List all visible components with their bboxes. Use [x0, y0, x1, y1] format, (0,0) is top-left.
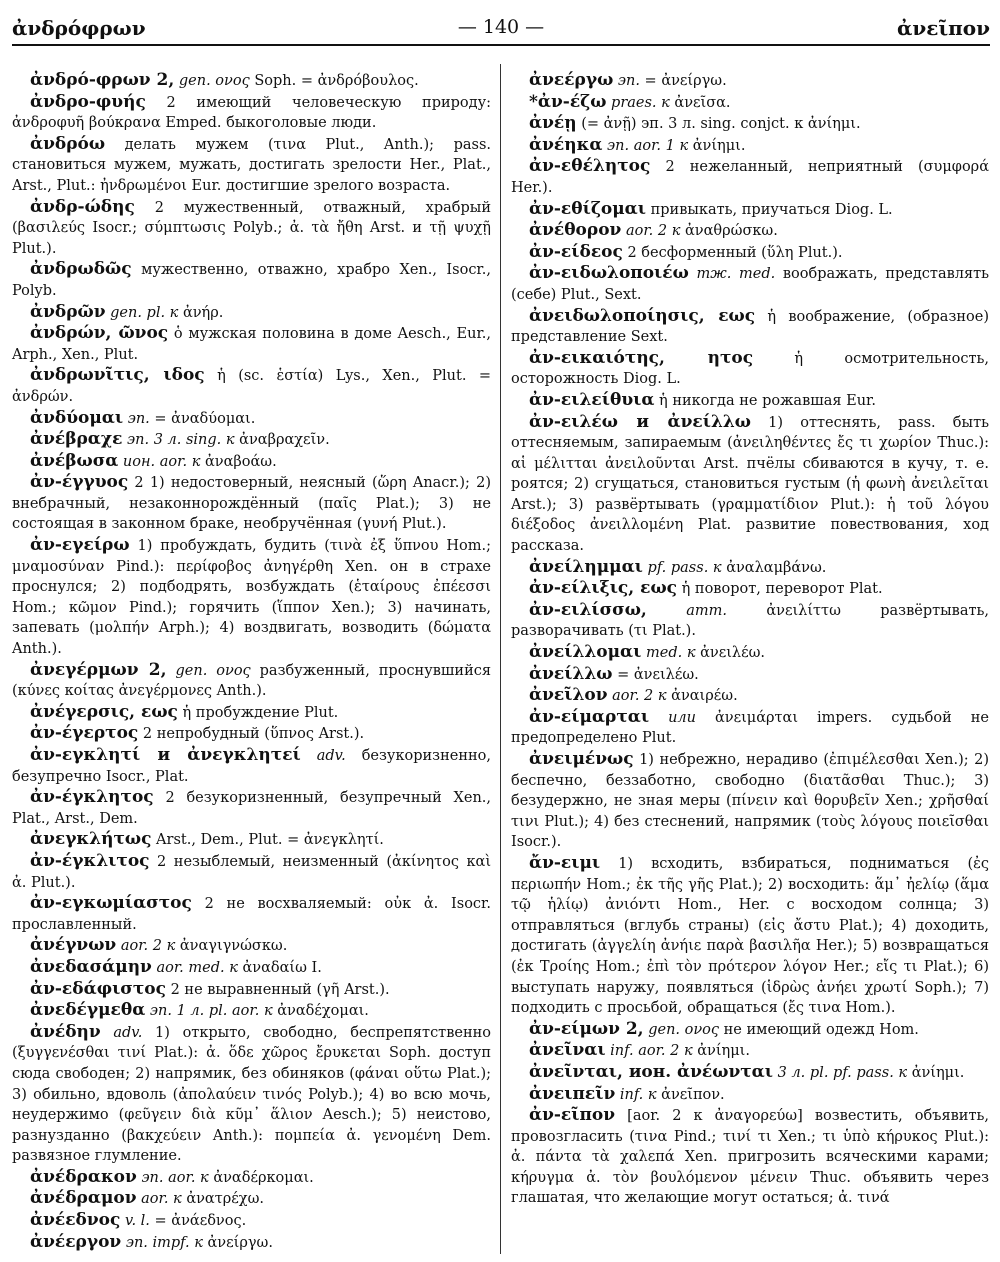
entry-grammar: v. l. = — [124, 1213, 167, 1230]
entry-headword: ἄν-ειμι — [529, 852, 601, 873]
entry-definition: не имеющий одежд Hom. — [723, 1021, 919, 1038]
entry-headword: ἀνέδην — [30, 1021, 101, 1042]
entry-definition: 2 безукоризненный, безупречный Xen., Plat., Arst., Dem. — [12, 790, 491, 827]
dictionary-entry — [12, 787, 491, 829]
entry-definition: ἀνάεδνος. — [171, 1213, 247, 1230]
entry-definition: ἡ (sc. ἑστία) Lys., Xen., Plut. = ἀνδρών. — [12, 368, 492, 405]
dictionary-entry — [12, 408, 491, 430]
dictionary-entry — [511, 600, 989, 642]
entry-grammar: aor. 2 к — [612, 688, 667, 705]
entry-grammar: praes. к — [611, 94, 670, 111]
entry-definition: ἀνεῖσα. — [674, 94, 731, 111]
entry-definition: ἀνίημι. — [697, 1043, 750, 1060]
dictionary-entry — [511, 113, 989, 135]
entry-headword: ἀν-εγκωμίαστος — [30, 893, 192, 914]
entry-grammar: adv. — [316, 748, 346, 764]
dictionary-entry — [12, 70, 491, 92]
entry-headword: ἀν-έγγυος — [30, 472, 129, 493]
entry-headword: ἀνείλημμαι — [529, 556, 643, 577]
entry-definition: ἀναδέρκομαι. — [213, 1169, 314, 1186]
dictionary-entry — [12, 92, 491, 134]
entry-definition: ἀνεῖπον. — [661, 1086, 725, 1103]
entry-grammar: pf. pass. к — [647, 559, 722, 576]
dictionary-entry — [12, 935, 491, 957]
dictionary-entry — [12, 1232, 491, 1254]
entry-grammar: gen. ονος — [175, 662, 251, 679]
entry-definition: мужественно, отважно, храбро Xen., Isocr., Polyb. — [12, 262, 491, 299]
entry-definition: ἀνειμάρται impers. судьбой не предопределено Plut. — [511, 709, 990, 747]
entry-headword: ἀνείλλομαι — [529, 642, 642, 663]
left-column — [12, 70, 491, 1253]
entry-headword: ἀνέγνων — [30, 935, 117, 956]
dictionary-entry — [12, 451, 491, 473]
dictionary-entry — [12, 429, 491, 451]
entry-headword: ἀνείλλω — [529, 663, 613, 684]
entry-headword: ἀν-ειλίσσω, — [529, 599, 647, 620]
dictionary-entry — [511, 242, 989, 264]
entry-headword: ἀνέθορον — [529, 220, 622, 241]
entry-headword: ἀν-είμαρται — [529, 706, 650, 727]
right-column — [511, 70, 989, 1209]
entry-definition: ἀναδαίω I. — [242, 959, 322, 976]
dictionary-entry — [511, 390, 989, 412]
entry-headword: ἀνδρωδῶς — [30, 259, 132, 280]
entry-definition: 1) небрежно, нерадиво (ἐπιμέλεσθαι Xen.); 2) беспечно, беззаботно, свободно (διατᾶσθαι Thuc.); 3) безудержно, не зная меры (πίνειν καὶ θορυβεῖν Xen.; χρῆσθαί τινι Plut.); 4) без стеснений, напрямик (τοὺς λόγους ποιεῖσθαι Isocr.). — [511, 752, 990, 851]
entry-definition: ἀναγιγνώσκω. — [179, 938, 288, 955]
entry-grammar: gen. ονος — [648, 1021, 720, 1038]
entry-grammar: adv. — [113, 1024, 143, 1041]
dictionary-entry — [511, 1062, 989, 1084]
header-right-word: ἀνεῖπον — [897, 16, 990, 40]
entry-headword: ἀνέῃ — [529, 113, 577, 134]
entry-definition: ἡ никогда не рожавшая Eur. — [659, 392, 876, 409]
dictionary-entry — [12, 197, 491, 260]
entry-definition: ἀνήρ. — [182, 304, 224, 321]
dictionary-entry — [511, 1084, 989, 1106]
dictionary-entry — [511, 1105, 989, 1209]
dictionary-entry — [511, 1040, 989, 1062]
entry-definition: 1) пробуждать, будить (τινὰ ἐξ ὕπνου Hom.; μναμοσύναν Pind.): περίφοβος ἀνηγέρθη Xen. он в страхе проснулся; 2) подбодрять, возбуждать (ἑταίρους ἐπέεσσι Hom.; κῶμον Pind.); горячить (ἵππον Xen.); 3) начинать, запевать (μολπήν Arph.); 4) воздвигать, возводить (δώματα Anth.). — [12, 538, 492, 658]
entry-definition: 2 не выравненный (γῆ Arst.). — [170, 981, 390, 998]
entry-definition: 2 бесформенный (ὕλη Plut.). — [627, 244, 843, 261]
entry-headword: ἀν-είδεος — [529, 241, 623, 262]
entry-headword: ἀν-είλιξις, εως — [529, 578, 677, 599]
dictionary-entry — [511, 664, 989, 686]
entry-definition: ἀνίημι. — [911, 1064, 965, 1081]
entry-headword: ἀνδύομαι — [30, 407, 124, 428]
dictionary-entry — [511, 220, 989, 242]
entry-definition: воображать, представлять (себе) Plut., Sext. — [511, 266, 990, 303]
dictionary-entry — [12, 829, 491, 851]
entry-definition: ἀνειλίττω развёртывать, разворачивать (τι Plat.). — [511, 602, 990, 640]
entry-headword: ἀνεέργω — [529, 70, 614, 90]
entry-headword: ἀν-εθέλητος — [529, 156, 651, 177]
entry-definition: безукоризненно, безупречно Isocr., Plat. — [12, 748, 491, 785]
entry-definition: 2 нежеланный, неприятный (συμφορά Her.). — [511, 159, 989, 196]
dictionary-entry — [12, 851, 491, 893]
entry-definition: 2 не восхваляемый: οὐκ ἀ. Isocr. прославленный. — [12, 896, 491, 933]
dictionary-entry — [511, 685, 989, 707]
entry-grammar: gen. ονος — [178, 73, 250, 89]
entry-headword: ἀνδρῶν — [30, 301, 106, 322]
entry-grammar: эп. aor. к — [141, 1169, 209, 1186]
entry-definition: = ἀνειλέω. — [617, 666, 699, 683]
entry-definition: ἀνείργω. — [661, 73, 727, 89]
column-divider — [500, 64, 501, 1254]
entry-headword: ἀνεγκλήτως — [30, 829, 152, 850]
dictionary-entry — [12, 1022, 491, 1167]
entry-headword: ἀν-ειδωλοποιέω — [529, 263, 689, 284]
entry-headword: ἀν-έγκλητος — [30, 787, 154, 808]
dictionary-entry — [12, 957, 491, 979]
entry-headword: ἀν-είμων 2, — [529, 1018, 644, 1039]
entry-definition: ἀναβραχεῖν. — [239, 432, 330, 449]
entry-headword: ἀνδρωνῖτις, ιδος — [30, 365, 205, 386]
entry-grammar: эп. 3 л. sing. к — [127, 432, 235, 449]
entry-definition: делать мужем (τινα Plut., Anth.); pass. становиться мужем, мужать, достигать зрелости Her., Plat., Arst., Plut.: ἠνδρωμένοι Eur. достигшие зрелого возраста. — [12, 136, 491, 194]
entry-headword: ἀνδρόω — [30, 133, 106, 154]
entry-headword: ἀνέδραμον — [30, 1188, 137, 1209]
entry-headword: ἀνέηκα — [529, 134, 603, 155]
entry-definition: привыкать, приучаться Diog. L. — [650, 201, 893, 218]
entry-headword: ἀνεδέγμεθα — [30, 1000, 146, 1021]
dictionary-entry — [511, 348, 989, 390]
entry-definition: 2 имеющий человеческую природу: ἀνδροφυῆ βούκρανα Emped. быкоголовые люди. — [12, 94, 491, 132]
entry-grammar: gen. pl. к — [110, 304, 179, 321]
entry-headword: ἀνεῖνται, ион. ἀνέωνται — [529, 1061, 773, 1082]
dictionary-entry — [511, 707, 989, 749]
page-header — [12, 12, 990, 44]
dictionary-entry — [511, 199, 989, 221]
entry-grammar: 3 л. pl. pf. pass. к — [777, 1064, 908, 1081]
entry-grammar: или — [668, 709, 696, 726]
dictionary-entry — [12, 745, 491, 787]
entry-headword: ἀνδρών, ῶνος — [30, 323, 169, 344]
header-left-word: ἀνδρόφρων — [12, 16, 146, 40]
entry-definition: 2 непробудный (ὕπνος Arst.). — [142, 726, 365, 743]
dictionary-entry — [12, 1188, 491, 1210]
dictionary-entry — [511, 749, 989, 853]
entry-definition: ἀναθρώσκω. — [685, 223, 778, 240]
dictionary-entry — [12, 259, 491, 301]
entry-headword: ἀνέδρακον — [30, 1166, 137, 1187]
entry-grammar: aor. к — [141, 1191, 182, 1208]
entry-headword: ἀνειμένως — [529, 749, 634, 769]
entry-headword: ἀνδρ-ώδης — [30, 196, 135, 217]
entry-definition: ἡ воображение, (образное) представление Sext. — [511, 308, 989, 346]
dictionary-entry — [12, 535, 491, 660]
entry-headword: ἀνδρο-φυής — [30, 91, 146, 112]
entry-headword: ἀν-ειλέω и ἀνείλλω — [529, 411, 751, 432]
entry-grammar: эп. = — [127, 410, 167, 427]
entry-definition: ἀνειλέω. — [700, 645, 766, 662]
entry-definition: Soph. = ἀνδρόβουλος. — [254, 73, 419, 89]
entry-grammar: эп. aor. 1 к — [607, 137, 689, 154]
entry-headword: ἀν-εγείρω — [30, 535, 130, 556]
dictionary-entry — [511, 578, 989, 600]
entry-headword: ἀνεγέρμων 2, — [30, 659, 167, 680]
dictionary-entry — [511, 92, 989, 114]
entry-definition: ἡ поворот, переворот Plat. — [681, 581, 883, 598]
entry-grammar: aor. med. к — [156, 959, 238, 976]
dictionary-entry — [511, 557, 989, 579]
dictionary-entry — [511, 853, 989, 1019]
entry-definition: ἀναιρέω. — [671, 688, 738, 705]
entry-grammar: ион. aor. к — [122, 453, 201, 470]
page-number: — 140 — — [457, 16, 545, 38]
entry-grammar: эп. impf. к — [125, 1234, 203, 1251]
entry-headword: ἀν-εγκλητί и ἀνεγκλητεί — [30, 745, 301, 765]
dictionary-entry — [12, 660, 491, 702]
entry-definition: ἀνατρέχω. — [186, 1191, 265, 1208]
entry-definition: ὁ мужская половина в доме Aesch., Eur., Arph., Xen., Plut. — [12, 326, 492, 363]
entry-definition: ἀναδύομαι. — [171, 410, 256, 427]
entry-definition: ἡ осмотрительность, осторожность Diog. L. — [511, 350, 989, 388]
dictionary-entry — [12, 365, 491, 407]
dictionary-entry — [12, 723, 491, 745]
entry-headword: ἀν-εθίζομαι — [529, 198, 646, 219]
entry-definition: (= ἀνῇ) эп. 3 л. sing. conjct. к ἀνίημι. — [581, 116, 861, 133]
entry-headword: ἀν-ειλείθυια — [529, 389, 655, 410]
entry-headword: ἀν-εῖπον — [529, 1105, 616, 1126]
entry-headword: *ἀν-έζω — [529, 91, 607, 112]
entry-headword: ἀν-εδάφιστος — [30, 978, 166, 999]
dictionary-entry — [511, 135, 989, 157]
dictionary-entry — [511, 412, 989, 557]
dictionary-entry — [12, 702, 491, 724]
entry-headword: ἀν-έγερτος — [30, 723, 139, 744]
entry-definition: разбуженный, проснувшийся (κύνες κοίτας ἀνεγέρμονες Anth.). — [12, 662, 491, 700]
entry-headword: ἀνέβραχε — [30, 429, 123, 450]
entry-headword: ἀνεῖναι — [529, 1040, 606, 1061]
entry-grammar: inf. aor. 2 к — [610, 1043, 693, 1060]
entry-definition: Arst., Dem., Plut. = ἀνεγκλητί. — [156, 832, 384, 849]
dictionary-entry — [511, 156, 989, 198]
entry-grammar: атт. — [686, 602, 727, 619]
entry-headword: ἀνέγερσις, εως — [30, 701, 178, 722]
header-rule — [12, 44, 990, 46]
entry-definition: 1) открыто, свободно, беспрепятственно (ξυγγενέσθαι τινί Plat.): ἀ. ὅδε χῶρος ἔρυκεται Soph. доступ сюда свободен; 2) напрямик, без обиняков (φάναι οὕτω Plat.); 3) обильно, вдоволь (ἀπολαύειν τινός Polyb.); 4) во всю мочь, неудержимо (φεῦγειν διὰ κῦμ᾽ ἅλιον Aesch.); 5) неистово, разнузданно (βακχεύειν Anth.): πομπεία ἀ. γενομένη Dem. развязное глумление. — [12, 1024, 492, 1165]
entry-grammar: эп. 1 л. pl. aor. к — [149, 1003, 273, 1020]
entry-grammar: med. к — [645, 645, 696, 662]
dictionary-entry — [511, 1019, 989, 1041]
entry-definition: 1) оттеснять, pass. быть оттесняемым, запираемым (ἀνειληθέντες ἔς τι χωρίον Thuc.): αἱ μέλιτται ἀνειλοῦνται Arst. пчёлы сбиваются в кучу, т. е. роятся; 2) сгущаться, становиться густым (ἡ φωνὴ ἀνειλεῖται Arst.); 3) развёртывать (γραμματίδιον Plut.): ἡ τοῦ λόγου διέξοδος ἀνειλλομένη Plat. развитие повествования, ход рассказа. — [511, 414, 989, 555]
entry-headword: ἀνειδωλοποίησις, εως — [529, 305, 756, 326]
dictionary-entry — [511, 306, 989, 348]
entry-definition: [aor. 2 к ἀναγορεύω] возвестить, объявить, провозгласить (τινα Pind.; τινί τι Xen.; τι ὑπὸ κήρυκος Plut.): ἀ. πάντα τὰ χαλεπά Xen. пригрозить всяческими карами; κήρυγμα ἀ. τὸν βουλόμενον μένειν Thuc. объявить через глашатая, что желающие могут остаться; ἀ. τινά — [511, 1108, 989, 1207]
entry-definition: 2 1) недостоверный, неясный (ὥρη Anacr.); 2) внебрачный, незаконнорождённый (παῖς Plat.); 3) не состоящая в законном браке, необручённая (γυνή Plut.). — [12, 475, 491, 533]
entry-headword: ἀνέεργον — [30, 1231, 122, 1252]
entry-grammar: тж. med. — [696, 266, 776, 283]
dictionary-entry — [511, 642, 989, 664]
entry-definition: ἀναβοάω. — [204, 453, 277, 470]
dictionary-entry — [12, 979, 491, 1001]
entry-grammar: aor. 2 к — [625, 223, 681, 240]
entry-headword: ἀνέβωσα — [30, 450, 119, 471]
dictionary-entry — [12, 472, 491, 535]
dictionary-entry — [12, 1000, 491, 1022]
entry-definition: ἀναλαμβάνω. — [726, 559, 827, 576]
entry-definition: 2 незыблемый, неизменный (ἀκίνητος καὶ ἀ. Plut.). — [12, 853, 492, 891]
entry-definition: ἡ пробуждение Plut. — [182, 704, 339, 721]
entry-definition: 2 мужественный, отважный, храбрый (βασιλεύς Isocr.; σύμπτωσις Polyb.; ἀ. τὰ ἤθη Arst. и τῇ ψυχῇ Plut.). — [12, 199, 491, 257]
entry-headword: ἀνεῖλον — [529, 685, 608, 706]
dictionary-entry — [12, 893, 491, 935]
entry-definition: 1) всходить, взбираться, подниматься (ἐς περιωπήν Hom.; ἐκ τῆς γῆς Plat.); 2) восходить: ἅμ᾽ ἠελίῳ (ἅμα τῷ ἡλίῳ) ἀνιόντι Hom., Her. с восходом солнца; 3) отправляться (вглубь страны) (εἰς ἄστυ Plat.); 4) доходить, достигать (ἀγγελίη ἀνήιε παρὰ βασιλῆα Her.); 5) возвращаться (ἐκ Τροίης Hom.; ἐπὶ τὸν πρότερον λόγον Her.; εἴς τι Plat.); 6) выступать наружу, появляться (ἱδρὼς ἀνήει χρωτί Soph.); 7) подходить с просьбой, обращаться (ἔς τινα Hom.). — [511, 855, 989, 1017]
entry-definition: ἀναδέχομαι. — [277, 1003, 369, 1020]
entry-definition: ἀνείργω. — [207, 1234, 273, 1251]
dictionary-entry — [12, 1167, 491, 1189]
dictionary-entry — [511, 263, 989, 305]
dictionary-entry — [12, 1210, 491, 1232]
entry-headword: ἀνδρό-φρων 2, — [30, 70, 175, 90]
entry-headword: ἀνεδασάμην — [30, 956, 152, 977]
dictionary-entry — [511, 70, 989, 92]
dictionary-entry — [12, 323, 491, 365]
entry-headword: ἀνειπεῖν — [529, 1083, 616, 1104]
entry-definition: ἀνίημι. — [692, 137, 746, 154]
entry-grammar: aor. 2 к — [120, 938, 176, 955]
entry-headword: ἀν-εικαιότης, ητος — [529, 347, 754, 368]
entry-headword: ἀνέεδνος — [30, 1210, 121, 1231]
entry-headword: ἀν-έγκλιτος — [30, 850, 150, 871]
entry-grammar: inf. к — [619, 1086, 657, 1103]
dictionary-entry — [12, 302, 491, 324]
dictionary-entry — [12, 134, 491, 197]
entry-grammar: эп. = — [617, 73, 657, 89]
